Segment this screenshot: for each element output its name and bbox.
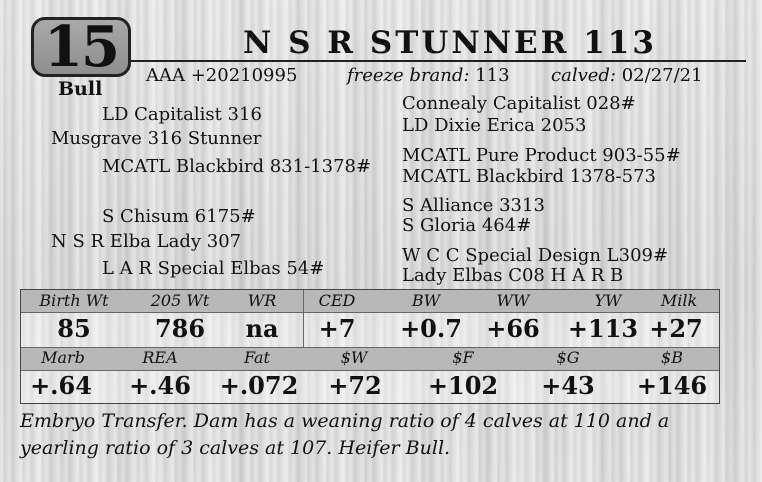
sire-sire-sire: Connealy Capitalist 028#: [402, 93, 636, 114]
sire-dam: MCATL Blackbird 831-1378#: [102, 156, 372, 177]
dam-dam-dam: Lady Elbas C08 H A R B: [402, 265, 624, 286]
dam-sire-sire: S Alliance 3313: [402, 195, 545, 216]
epd-label-b-index: $B: [661, 348, 683, 367]
epd-value-b-index: +146: [636, 371, 708, 400]
epd-value-f-index: +102: [427, 371, 499, 400]
epd-label-yw: YW: [594, 291, 622, 310]
epd-label-f-index: $F: [452, 348, 474, 367]
epd-label-w-index: $W: [340, 348, 368, 367]
epd-label-ced: CED: [318, 291, 356, 310]
epd-value-fat: +.072: [219, 371, 299, 400]
sire-dam-sire: MCATL Pure Product 903-55#: [402, 145, 681, 166]
epd-table: [20, 289, 720, 404]
sex-label: Bull: [58, 78, 103, 100]
epd-label-ww: WW: [496, 291, 530, 310]
epd-value-rea: +.46: [129, 371, 191, 400]
lot-number-badge: [31, 14, 131, 80]
epd-value-wr: na: [245, 314, 279, 343]
registration-number: AAA +20210995: [146, 65, 298, 86]
epd-label-205-wt: 205 Wt: [150, 291, 210, 310]
epd-value-milk: +27: [649, 314, 703, 343]
epd-value-g-index: +43: [541, 371, 595, 400]
dam-sire-dam: S Gloria 464#: [402, 215, 532, 236]
epd-label-marb: Marb: [41, 348, 85, 367]
epd-value-yw: +113: [567, 314, 639, 343]
dam: N S R Elba Lady 307: [51, 231, 242, 252]
freeze-brand: [347, 65, 510, 87]
sire-dam-dam: MCATL Blackbird 1378-573: [402, 166, 656, 187]
freeze-brand-value: 113: [475, 65, 510, 86]
epd-label-birth-wt: Birth Wt: [39, 291, 109, 310]
epd-value-w-index: +72: [328, 371, 382, 400]
sire-sire-dam: LD Dixie Erica 2053: [402, 115, 587, 136]
epd-label-rea: REA: [142, 348, 178, 367]
dam-sire: S Chisum 6175#: [102, 206, 256, 227]
epd-label-milk: Milk: [660, 291, 698, 310]
calved-date: [551, 65, 703, 87]
epd-value-ww: +66: [486, 314, 540, 343]
epd-label-fat: Fat: [244, 348, 270, 367]
title-divider: [131, 60, 746, 62]
epd-value-205-wt: 786: [154, 314, 206, 343]
epd-value-ced: +7: [318, 314, 356, 343]
epd-label-wr: WR: [247, 291, 277, 310]
animal-name: N S R STUNNER 113: [243, 25, 657, 61]
epd-label-bw: BW: [411, 291, 441, 310]
dam-dam: L A R Special Elbas 54#: [102, 258, 325, 279]
epd-value-marb: +.64: [30, 371, 92, 400]
lot-number: 15: [44, 14, 118, 80]
lot-notes: Embryo Transfer. Dam has a weaning ratio of 4 calves at 110 and a yearling ratio of 3 calves at 107. Heifer Bull.: [20, 410, 670, 459]
sire-sire: LD Capitalist 316: [102, 104, 262, 125]
epd-label-g-index: $G: [556, 348, 580, 367]
dam-dam-sire: W C C Special Design L309#: [402, 245, 669, 266]
epd-value-birth-wt: 85: [57, 314, 91, 343]
epd-value-bw: +0.7: [400, 314, 462, 343]
calved-value: 02/27/21: [621, 65, 703, 86]
freeze-brand-label: freeze brand:: [347, 65, 470, 86]
calved-label: calved:: [551, 65, 616, 86]
sire: Musgrave 316 Stunner: [51, 128, 262, 149]
